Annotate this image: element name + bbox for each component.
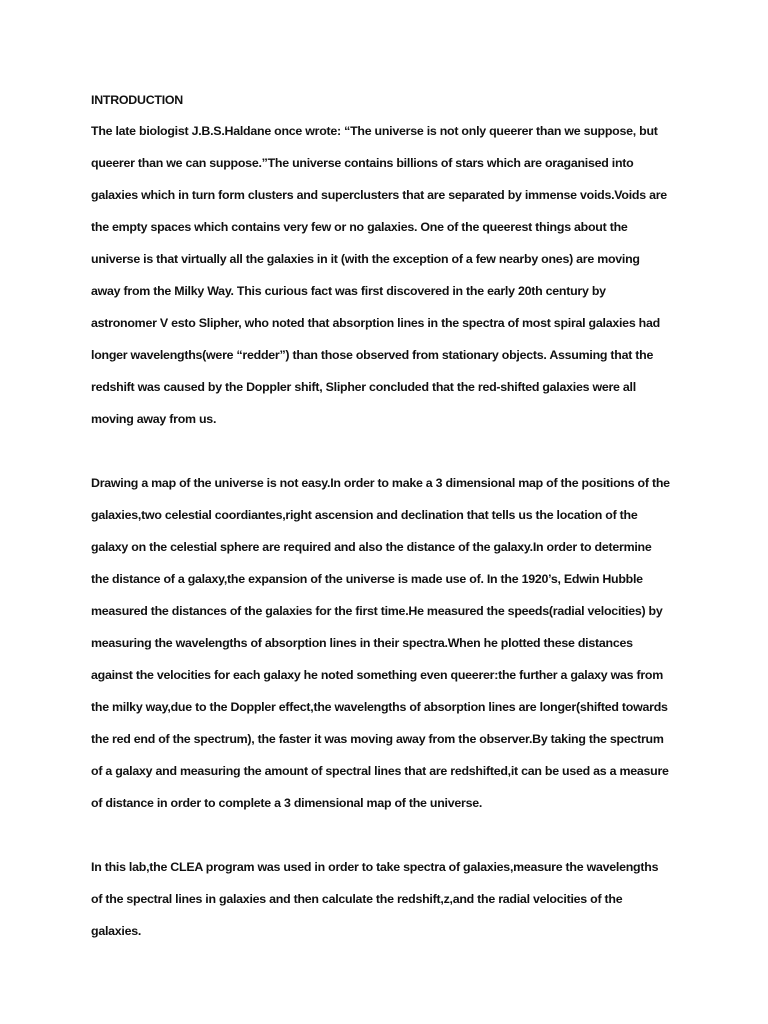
paragraph-haldane: The late biologist J.B.S.Haldane once wrote: “The universe is not only queerer than we suppose, but queerer than we can suppose.”The universe contains billions of stars which are oraganised into galaxies which in turn form clusters and superclusters that are separated by immense voids.Voids are the empty spaces which contains very few or no galaxies. One of the queerest things about the universe is that virtually all the galaxies in it (with the exception of a few nearby ones) are moving away from the Milky Way. This curious fact was first discovered in the early 20th century by astronomer V esto Slipher, who noted that absorption lines in the spectra of most spiral galaxies had longer wavelengths(were “redder”) than those observed from stationary objects. Assuming that the redshift was caused by the Doppler shift, Slipher concluded that the red-shifted galaxies were all moving away from us. bbox=[91, 124, 667, 426]
paragraph-lab: In this lab,the CLEA program was used in order to take spectra of galaxies,measure the wavelengths of the spectral lines in galaxies and then calculate the redshift,z,and the radial velocities of the galaxies. bbox=[91, 860, 659, 938]
document-body bbox=[91, 88, 671, 947]
section-heading: INTRODUCTION bbox=[91, 93, 183, 107]
paragraph-mapping: Drawing a map of the universe is not easy.In order to make a 3 dimensional map of the positions of the galaxies,two celestial coordiantes,right ascension and declination that tells us the location of the galaxy on the celestial sphere are required and also the distance of the galaxy.In order to determine the distance of a galaxy,the expansion of the universe is made use of. In the 1920’s, Edwin Hubble measured the distances of the galaxies for the first time.He measured the speeds(radial velocities) by measuring the wavelengths of absorption lines in their spectra.When he plotted these distances against the velocities for each galaxy he noted something even queerer:the further a galaxy was from the milky way,due to the Doppler effect,the wavelengths of absorption lines are longer(shifted towards the red end of the spectrum), the faster it was moving away from the observer.By taking the spectrum of a galaxy and measuring the amount of spectral lines that are redshifted,it can be used as a measure of distance in order to complete a 3 dimensional map of the universe. bbox=[91, 476, 670, 810]
